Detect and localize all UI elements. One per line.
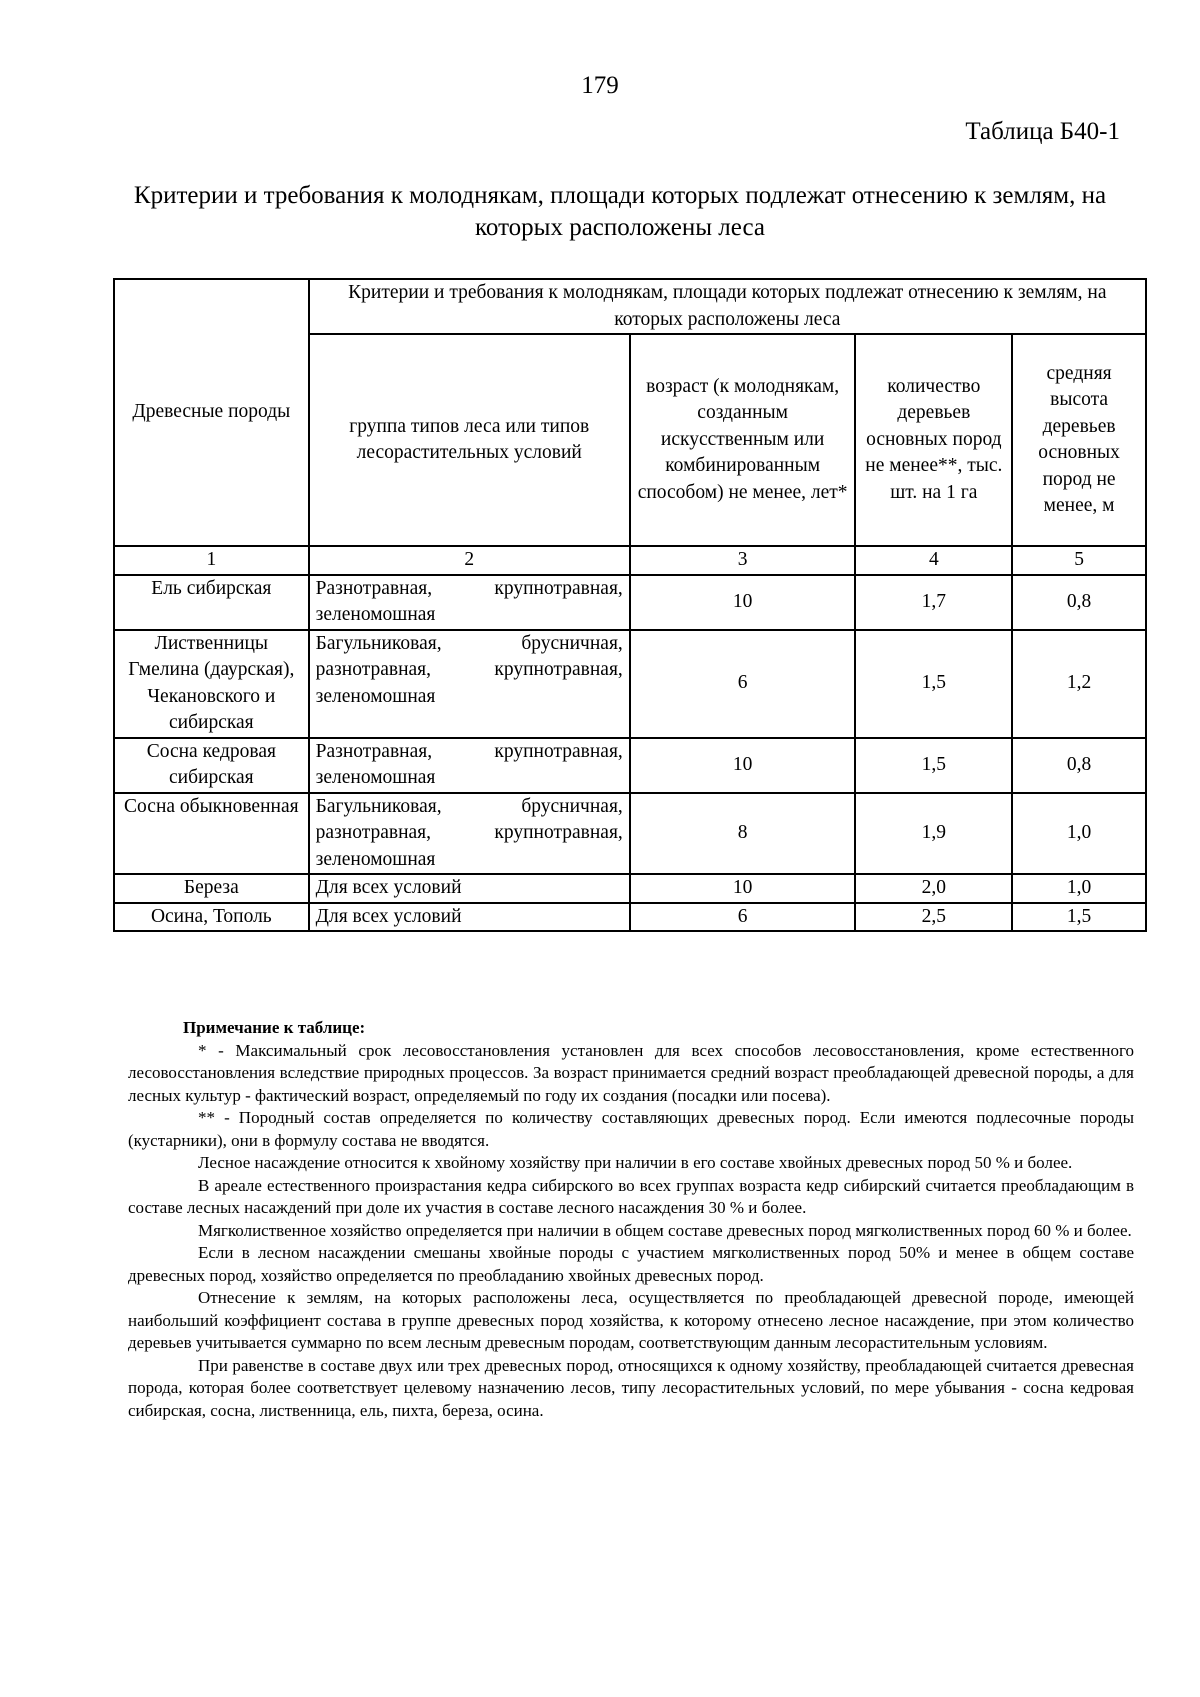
age-cell: 6 [630,630,856,738]
height-cell: 0,8 [1012,575,1146,630]
species-cell: Лиственницы Гмелина (даурская), Чекановского и сибирская [114,630,309,738]
note-paragraph: В ареале естественного произрастания кедра сибирского во всех группах возраста кедр сибирский считается преобладающим в составе лесных насаждений при доле их участия в составе лесного насаждения 30 % и более. [128,1175,1134,1217]
count-cell: 1,7 [855,575,1012,630]
forest-type-cell: Багульниковая, брусничная, разнотравная, крупнотравная, зеленомошная [309,630,630,738]
count-cell: 2,5 [855,903,1012,932]
table-row [114,738,1146,793]
age-cell: 10 [630,738,856,793]
note-paragraph: Мягколиственное хозяйство определяется при наличии в общем составе древесных пород мягколиственных пород 60 % и более. [198,1220,1132,1240]
count-cell: 1,5 [855,630,1012,738]
table-header-row [114,279,1146,334]
column-number: 5 [1012,546,1146,575]
note-paragraph: Лесное насаждение относится к хвойному хозяйству при наличии в его составе хвойных древесных пород 50 % и более. [198,1153,1073,1172]
age-cell: 6 [630,903,856,932]
species-cell: Осина, Тополь [114,903,309,932]
header-species: Древесные породы [114,279,309,546]
criteria-table [113,278,1147,932]
height-cell: 1,5 [1012,903,1146,932]
header-tree-count: количество деревьев основных пород не менее**, тыс. шт. на 1 га [855,334,1012,546]
column-number: 1 [114,546,309,575]
height-cell: 0,8 [1012,738,1146,793]
header-height: средняя высота деревьев основных пород не менее, м [1012,334,1146,546]
notes-title: Примечание к таблице: [183,1018,366,1037]
column-number: 4 [855,546,1012,575]
column-number: 3 [630,546,856,575]
forest-type-cell: Для всех условий [309,874,630,903]
column-number-row [114,546,1146,575]
age-cell: 8 [630,793,856,875]
forest-type-cell: Багульниковая, брусничная, разнотравная, крупнотравная, зеленомошная [309,793,630,875]
header-age: возраст (к молоднякам, созданным искусственным или комбинированным способом) не менее, лет* [630,334,856,546]
note-paragraph: Отнесение к землям, на которых расположены леса, осуществляется по преобладающей древесной породе, имеющей наибольший коэффициент состава в группе древесных пород хозяйства, к которому отнесено лесное насаждение, при этом количество деревьев учитывается суммарно по всем лесным древесным породам, соответствующим данным лесорастительным условиям. [128,1288,1134,1352]
table-notes [128,1017,1134,1422]
note-paragraph: Если в лесном насаждении смешаны хвойные породы с участием мягколиственных пород 50% и менее в общем составе древесных пород, хозяйство определяется по преобладанию хвойных древесных пород. [128,1243,1134,1285]
height-cell: 1,0 [1012,793,1146,875]
species-cell: Сосна обыкновенная [114,793,309,875]
table-row [114,903,1146,932]
age-cell: 10 [630,874,856,903]
note-paragraph: При равенстве в составе двух или трех древесных пород, относящихся к одному хозяйству, преобладающей считается древесная порода, которая более соответствует целевому назначению лесов, типу лесорастительных условий, по мере убывания - сосна кедровая сибирская, сосна, лиственница, ель, пихта, береза, осина. [128,1355,1134,1420]
note-paragraph: ** - Породный состав определяется по количеству составляющих древесных пород. Если имеются подлесочные породы (кустарники), они в формулу состава не вводятся. [128,1108,1134,1150]
header-group: Критерии и требования к молоднякам, площади которых подлежат отнесению к землям, на которых расположены леса [309,279,1146,334]
table-row [114,630,1146,738]
table-row [114,575,1146,630]
document-title: Критерии и требования к молоднякам, площади которых подлежат отнесению к землям, на которых расположены леса [133,182,1107,241]
count-cell: 1,5 [855,738,1012,793]
age-cell: 10 [630,575,856,630]
forest-type-cell: Разнотравная, крупнотравная, зеленомошная [309,575,630,630]
height-cell: 1,2 [1012,630,1146,738]
species-cell: Ель сибирская [114,575,309,630]
forest-type-cell: Разнотравная, крупнотравная, зеленомошная [309,738,630,793]
column-number: 2 [309,546,630,575]
note-paragraph: * - Максимальный срок лесовосстановления установлен для всех способов лесовосстановления, кроме естественного лесовосстановления вследствие природных процессов. За возраст принимается средний возраст преобладающей древесной породы, а для лесных культур - фактический возраст, определяемый по году их создания (посадки или посева). [128,1040,1134,1105]
count-cell: 2,0 [855,874,1012,903]
height-cell: 1,0 [1012,874,1146,903]
count-cell: 1,9 [855,793,1012,875]
table-row [114,793,1146,875]
table-row [114,874,1146,903]
forest-type-cell: Для всех условий [309,903,630,932]
header-forest-type: группа типов леса или типов лесорастительных условий [309,334,630,546]
species-cell: Сосна кедровая сибирская [114,738,309,793]
page-number: 179 [581,72,619,99]
table-label: Таблица Б40-1 [965,118,1120,145]
species-cell: Береза [114,874,309,903]
